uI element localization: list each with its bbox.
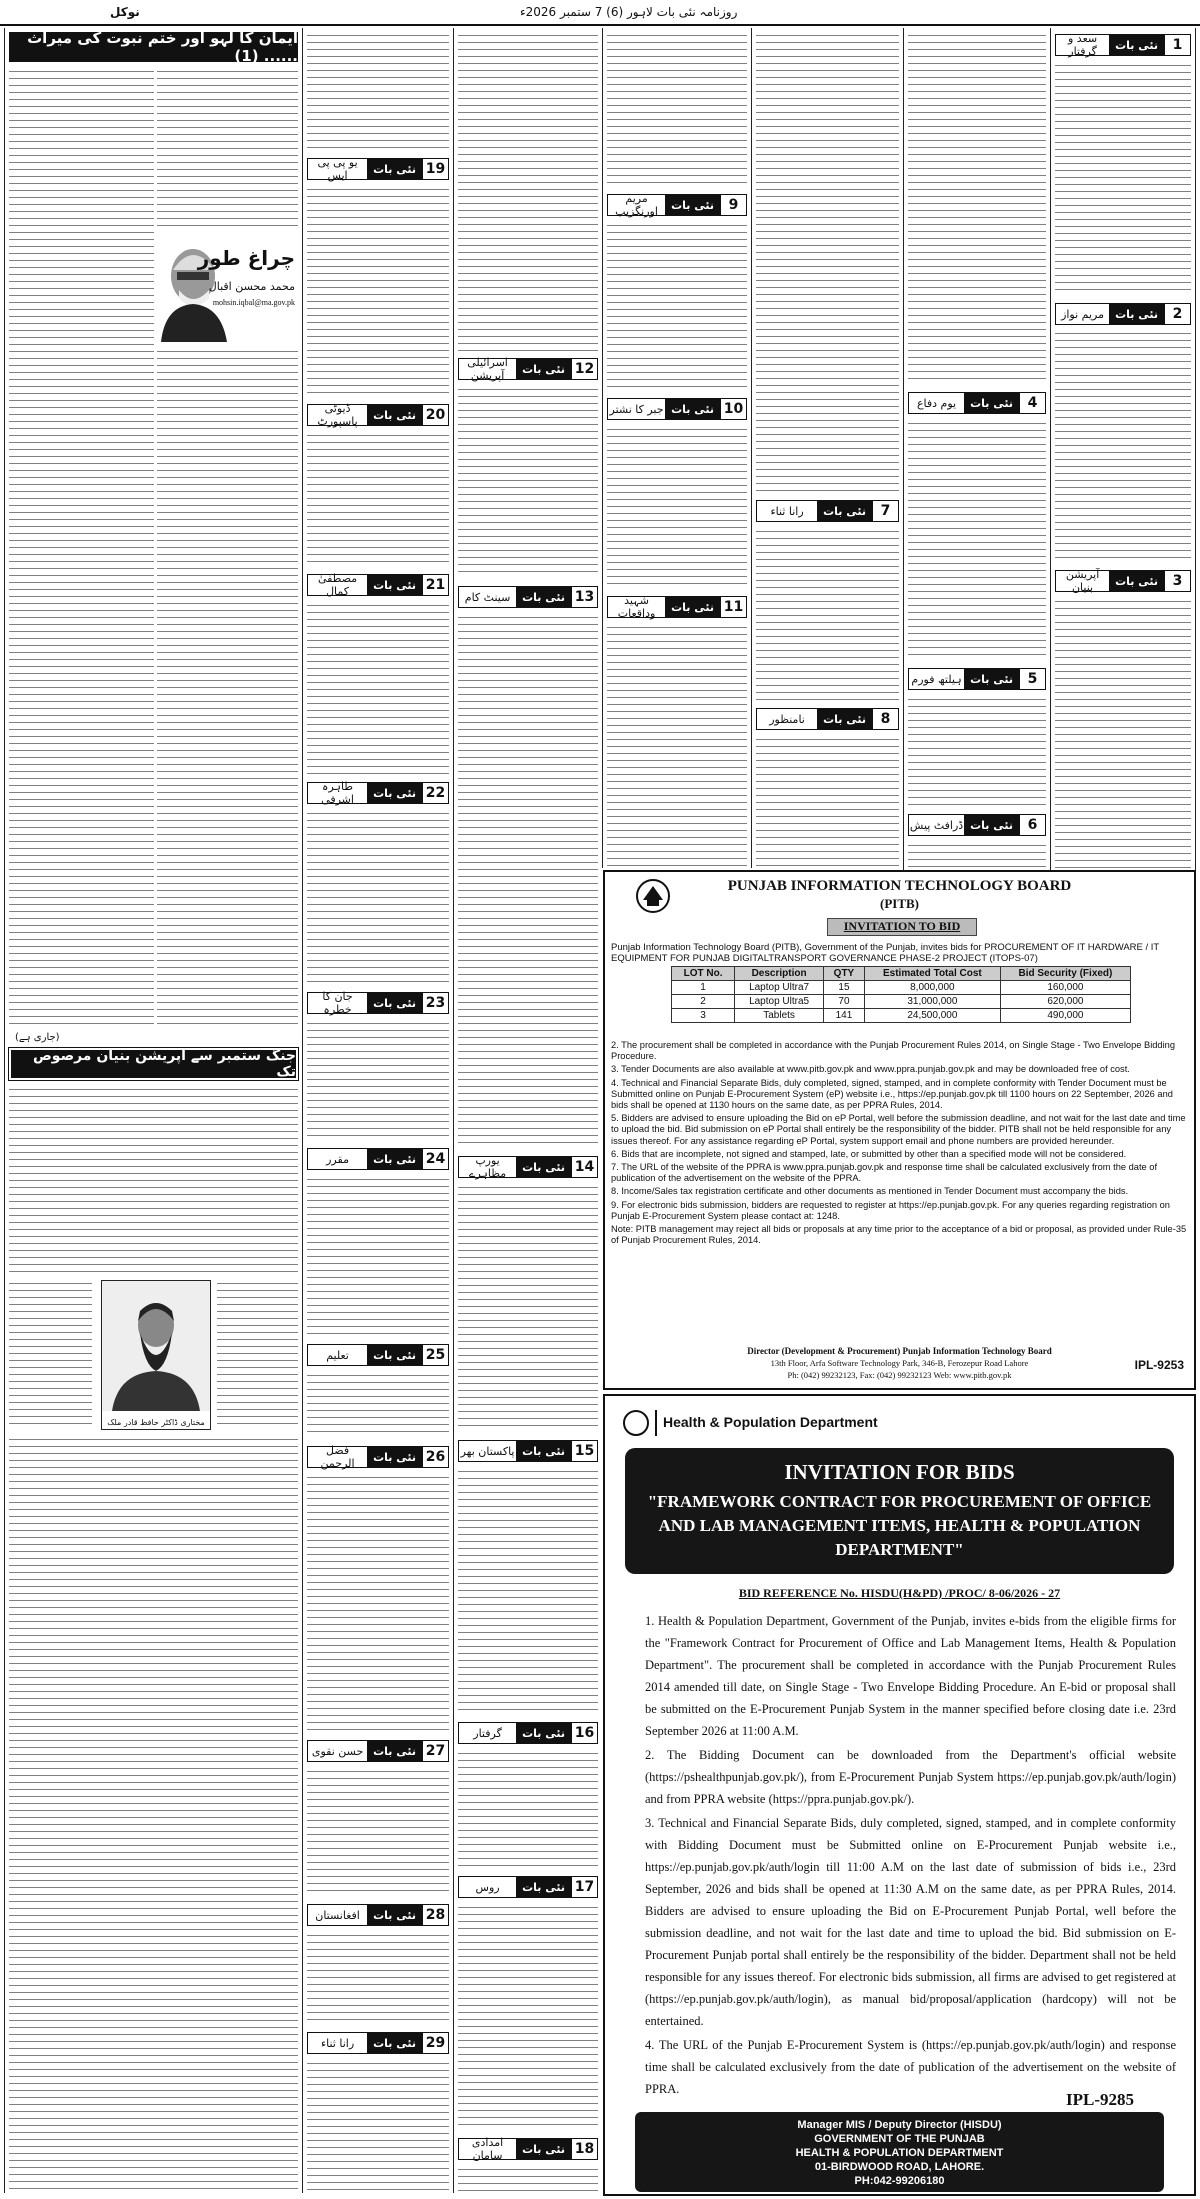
pitb-clause: 4. Technical and Financial Separate Bids, duly completed, signed, stamped, and in complete conformity with Tender Document must be Submitted online on Punjab E-Procurement System (eP) website i.e., https://ep.punjab.gov.pk till 1100 hours on 22 September, 2026 and bids shall be opened at 1130 hours on the same date, as per PPRA Rules, 2014. [611,1077,1173,1111]
health-dept-name: Health & Population Department [663,1414,878,1430]
opinion-banner-2: جنگ ستمبر سے آپریشن بنیان مرصوص تک [9,1048,298,1080]
col-security: Bid Security (Fixed) [1000,967,1130,981]
news-column-2 [903,28,1050,883]
pitb-advert [603,870,1196,1390]
news-header-27: 27 نئی بات حسن نقوی [307,1740,449,1762]
pitb-title: PUNJAB INFORMATION TECHNOLOGY BOARD [727,878,1072,894]
health-footer [635,2112,1164,2192]
news-header-2: 2 نئی بات مریم نواز [1055,303,1191,325]
pitb-footer-2: 13th Floor, Arfa Software Technology Park, 346-B, Ferozepur Road Lahore [770,1358,1029,1368]
col-lot: LOT No. [672,967,735,981]
news-header-20: 20 نئی بات ڈیوٹی پاسپورٹ [307,404,449,426]
news-header-13: 13 نئی بات سینٹ کام [458,586,598,608]
pitb-clauses [611,1038,1188,1248]
news-header-21: 21 نئی بات مصطفیٰ کمال [307,574,449,596]
pitb-clause: Note: PITB management may reject all bids or proposals at any time prior to the acceptance of a bid or proposal, as provided under Rule-35 of Punjab Procurement Rules, 2014. [611,1224,1187,1246]
section-label: نوکل [110,5,140,19]
news-header-28: 28 نئی بات افغانستان [307,1904,449,1926]
end-note: (جاری ہے) [15,1032,60,1043]
health-clause: 1. Health & Population Department, Government of the Punjab, invites e-bids from the eligible firms for the "Framework Contract for Procurement of Office and Lab Management Items, Health & Population Department". The procurement shall be completed in accordance with the Punjab Procurement Rules 2014 amended till date, on Single Stage - Two Envelope Bidding Procedure. An E-bid or proposal shall be submitted on the E-Procurement Punjab System in the manner specified before closing date i.e. 23rd September 2026 at 11:00 A.M. [645,1614,1176,1738]
health-ipl: IPL-9285 [1066,2090,1134,2109]
news-header-11: 11 نئی بات شہید وداقعات [607,596,747,618]
health-clause: 2. The Bidding Document can be downloaded from the Department's official website (https://pshealthpunjab.gov.pk/), from E-Procurement Punjab System https://ep.punjab.gov.pk/auth/login) and from PPRA website (https://ppra.punjab.gov.pk/). [645,1748,1176,1806]
pitb-footer-1: Director (Development & Procurement) Punjab Information Technology Board [747,1346,1052,1356]
col-cost: Estimated Total Cost [864,967,1000,981]
author-name: محمد محسن اقبال [208,280,295,293]
news-column-4 [602,28,751,868]
news-header-4: 4 نئی بات یوم دفاع [908,392,1046,414]
pitb-clause: 2. The procurement shall be completed in accordance with the Punjab Procurement Rules 2014, on Single Stage - Two Envelope Bidding Procedure. [611,1040,1176,1062]
column-name: چراغ طور [197,246,295,270]
news-header-6: 6 نئی بات ڈرافٹ پیش [908,814,1046,836]
pitb-clause: 8. Income/Sales tax registration certificate and other documents as mentioned in Tender Document must accompany the bids. [611,1186,1129,1197]
pitb-invitation: INVITATION TO BID [827,918,977,936]
author2-photo [101,1280,211,1430]
news-header-23: 23 نئی بات جان کا خطرہ [307,992,449,1014]
pitb-clause: 3. Tender Documents are also available at www.pitb.gov.pk and www.ppra.punjab.gov.pk and may be downloaded free of cost. [611,1064,1130,1075]
news-header-10: 10 نئی بات جبر کا نشتر [607,398,747,420]
health-title-box [625,1448,1174,1574]
news-header-14: 14 نئی بات یورپ مظاہرے [458,1156,598,1178]
health-clauses [645,1610,1176,2100]
health-advert [603,1394,1196,2196]
news-header-8: 8 نئی بات نامنظور [756,708,899,730]
masthead [0,0,1200,26]
news-header-9: 9 نئی بات مریم اورنگزیب [607,194,747,216]
news-header-1: 1 نئی بات سعد و گرفتار [1055,34,1191,56]
pitb-intro: Punjab Information Technology Board (PITB), Government of the Punjab, invites bids for PROCUREMENT OF IT HARDWARE / IT EQUIPMENT FOR PUNJAB DIGITALTRANSPORT GOVERNANCE PHASE-2 PROJECT (ITOPS-07) [611,942,1160,964]
pitb-subtitle: (PITB) [880,896,919,911]
author2-caption: مختاری ڈاکٹر حافظ قادر ملک [107,1418,205,1427]
health-title-1: INVITATION FOR BIDS [784,1460,1015,1484]
opinion-banner-1: ایمان کا لہو اور ختم نبوت کی میراث ...... (1) [9,32,298,62]
news-header-16: 16 نئی بات گرفتار [458,1722,598,1744]
punjab-seal-icon [623,1410,649,1436]
news-header-5: 5 نئی بات ہیلتھ فورم [908,668,1046,690]
news-header-3: 3 نئی بات آپریشن بنیان [1055,570,1191,592]
news-header-15: 15 نئی بات پاکستان بھر [458,1440,598,1462]
news-header-17: 17 نئی بات روس [458,1876,598,1898]
health-footer-3: HEALTH & POPULATION DEPARTMENT [795,2147,1004,2159]
news-header-19: 19 نئی بات یو پی پی ایس [307,158,449,180]
news-header-18: 18 نئی بات امدادی سامان [458,2138,598,2160]
health-footer-4: 01-BIRDWOOD ROAD, LAHORE. [814,2161,985,2173]
health-footer-1: Manager MIS / Deputy Director (HISDU) [797,2119,1002,2131]
table-row: 3 Tablets 141 24,500,000 490,000 [672,1009,1131,1023]
pitb-clause: 7. The URL of the website of the PPRA is www.ppra.punjab.gov.pk and response time shall be calculated exclusively from the date of publication of the advertisement on the website of the PPRA. [611,1162,1158,1184]
health-footer-5: PH:042-99206180 [854,2175,945,2187]
news-header-25: 25 نئی بات تعلیم [307,1344,449,1366]
news-header-26: 26 نئی بات فضل الرحمن [307,1446,449,1468]
author-photo [157,232,297,342]
news-header-22: 22 نئی بات طاہرہ اشرفی [307,782,449,804]
opinion-column [4,28,302,2193]
col-description: Description [735,967,824,981]
pitb-ipl: IPL-9253 [1134,1358,1184,1372]
pitb-bid-table [671,966,1131,1023]
news-header-29: 29 نئی بات رانا ثناء [307,2032,449,2054]
health-clause: 3. Technical and Financial Separate Bids, duly completed, signed, stamped, and in complete conformity with Bidding Document must be Submitted online on E-Procurement Punjab website i.e., https://ep.punjab.gov.pk/auth/login till 11:00 A.M on the last date of submission of bids i.e., 23rd September, 2026 and bids shall be opened at 11:30 A.M on the same date, as per PPRA Rules, 2014. Bidders are advised to ensure uploading the Bid on E-Procurement Punjab Portal, well before the submission deadline, and not wait for the last date and time to upload the bid. Bid submission on E-Procurement Punjab portal shall entirely be the responsibility of the bidder. Department shall not be held responsible for any issues thereof. For electronic bids submission, all firms are advised to get registered at (https://ep.punjab.gov.pk/auth/login), as manual bid/proposal/application (hardcopy) will not be entertained. [645,1816,1176,2028]
news-column-1 [1050,28,1196,883]
news-header-24: 24 نئی بات مقرر [307,1148,449,1170]
pitb-footer-3: Ph: (042) 99232123, Fax: (042) 99232123 Web: www.pitb.gov.pk [787,1370,1012,1380]
pitb-clause: 6. Bids that are incomplete, not signed and stamped, late, or submitted by other than a specified mode will not be considered. [611,1148,1127,1159]
news-column-6 [302,28,453,2193]
table-row: 2 Laptop Ultra5 70 31,000,000 620,000 [672,995,1131,1009]
table-row: 1 Laptop Ultra7 15 8,000,000 160,000 [672,981,1131,995]
date-line: روزنامہ نئی بات لاہور (6) 7 ستمبر 2026ء [520,5,738,19]
news-header-12: 12 نئی بات اسرائیلی آپریشن [458,358,598,380]
news-column-5 [453,28,602,2193]
health-bid-ref: BID REFERENCE No. HISDU(H&PD) /PROC/ 8-06/2026 - 27 [738,1586,1061,1600]
pitb-clause: 5. Bidders are advised to ensure uploading the Bid on eP Portal, well before the submission deadline, and not wait for the last date and time to upload the bid. Bid submission on eP Portal shall entirely be the responsibility of the bidder. PITB shall not be held responsible for any issues thereof. For any assistance regarding eP Portal, system support email and phone numbers are provided hereunder. [611,1113,1186,1146]
col-qty: QTY [824,967,865,981]
author-email: mohsin.iqbal@ma.gov.pk [212,298,295,307]
news-column-3 [751,28,903,868]
pitb-clause: 9. For electronic bids submission, bidders are requested to register at https://ep.punjab.gov.pk. For any queries regarding registration on Punjab E-Procurement System please contact at: 1248. [611,1199,1170,1221]
news-header-7: 7 نئی بات رانا ثناء [756,500,899,522]
health-clause: 4. The URL of the Punjab E-Procurement System is (https://ep.punjab.gov.pk/auth/login) and response time shall be calculated exclusively from the date of publication of the advertisement on the website of PPRA. [645,2038,1176,2096]
health-footer-2: GOVERNMENT OF THE PUNJAB [814,2133,985,2145]
health-title-2: "FRAMEWORK CONTRACT FOR PROCUREMENT OF OFFICE AND LAB MANAGEMENT ITEMS, HEALTH & POPULATION DEPARTMENT" [647,1492,1152,1559]
